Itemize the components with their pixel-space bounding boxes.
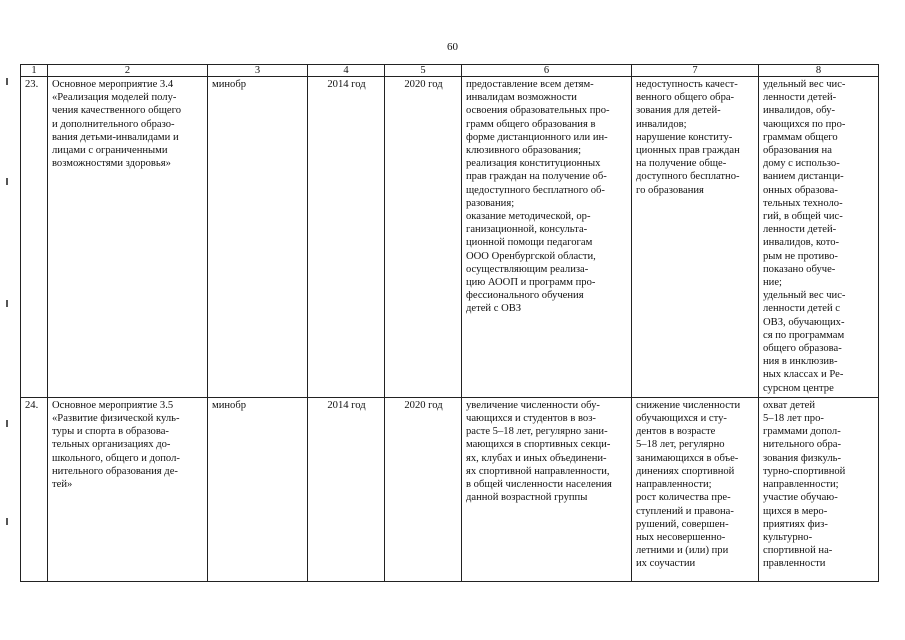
- row-number: 24.: [21, 397, 48, 581]
- measure-name: Основное мероприятие 3.4 «Реализация моделей полу- чения качественного общего и дополнительного образо- вания детьми-инвалидами и лицами с ограниченными возможностями здоровья»: [48, 77, 208, 398]
- margin-mark: [6, 178, 8, 185]
- column-number: 3: [208, 65, 308, 77]
- table-row: [21, 397, 879, 581]
- row-number: 23.: [21, 77, 48, 398]
- column-number: 2: [48, 65, 208, 77]
- start-year: 2014 год: [308, 77, 385, 398]
- column-number: 8: [759, 65, 879, 77]
- measure-name: Основное мероприятие 3.5 «Развитие физической куль- туры и спорта в образова- тельных организациях до- школьного, общего и допол- нительного образования де- тей»: [48, 397, 208, 581]
- margin-mark: [6, 78, 8, 85]
- expected-result: увеличение численности обу- чающихся и студентов в воз- расте 5–18 лет, регулярно зани- мающихся в спортивных секци- ях, клубах и иных объединени- ях спортивной направленности, в общей численности населения данной возрастной группы: [462, 397, 632, 581]
- page-number: 60: [447, 41, 458, 53]
- executor: минобр: [208, 77, 308, 398]
- table-row: [21, 77, 879, 398]
- consequences: недоступность качест- венного общего обра- зования для детей- инвалидов; нарушение конститу- ционных прав граждан на получение обще- доступного бесплатно- го образования: [632, 77, 759, 398]
- column-number: 5: [385, 65, 462, 77]
- executor: минобр: [208, 397, 308, 581]
- margin-mark: [6, 518, 8, 525]
- column-number: 7: [632, 65, 759, 77]
- margin-mark: [6, 300, 8, 307]
- end-year: 2020 год: [385, 397, 462, 581]
- column-number: 1: [21, 65, 48, 77]
- consequences: снижение численности обучающихся и сту- дентов в возрасте 5–18 лет, регулярно занимающихся в объе- динениях спортивной направленности; рост количества пре- ступлений и правона- рушений, совершен- ных несовершенно- летними и (или) при их соучастии: [632, 397, 759, 581]
- margin-mark: [6, 420, 8, 427]
- indicators: охват детей 5–18 лет про- граммами допол- нительного обра- зования физкуль- турно-спортивной направленности; участие обучаю- щихся в меро- приятиях физ- культурно- спортивной на- правленности: [759, 397, 879, 581]
- column-number-row: [21, 65, 879, 77]
- start-year: 2014 год: [308, 397, 385, 581]
- end-year: 2020 год: [385, 77, 462, 398]
- expected-result: предоставление всем детям- инвалидам возможности освоения образовательных про- грамм общего образования в форме дистанционного или ин- клюзивного образования; реализация конституционных прав граждан на получение об- щедоступного бесплатного об- разования; оказание методической, ор- ганизационной, консульта- ционной помощи педагогам ООО Оренбургской области, осуществляющим реализа- цию АООП и программ про- фессионального обучения детей с ОВЗ: [462, 77, 632, 398]
- indicators: удельный вес чис- ленности детей- инвалидов, обу- чающихся по про- граммам общего образования на дому с использо- ванием дистанци- онных образова- тельных техноло- гий, в общей чис- ленности детей- инвалидов, кото- рым не противо- показано обуче- ние; удельный вес чис- ленности детей с ОВЗ, обучающих- ся по программам общего образова- ния в инклюзив- ных классах и Ре- сурсном центре: [759, 77, 879, 398]
- column-number: 6: [462, 65, 632, 77]
- column-number: 4: [308, 65, 385, 77]
- measures-table: [20, 64, 879, 582]
